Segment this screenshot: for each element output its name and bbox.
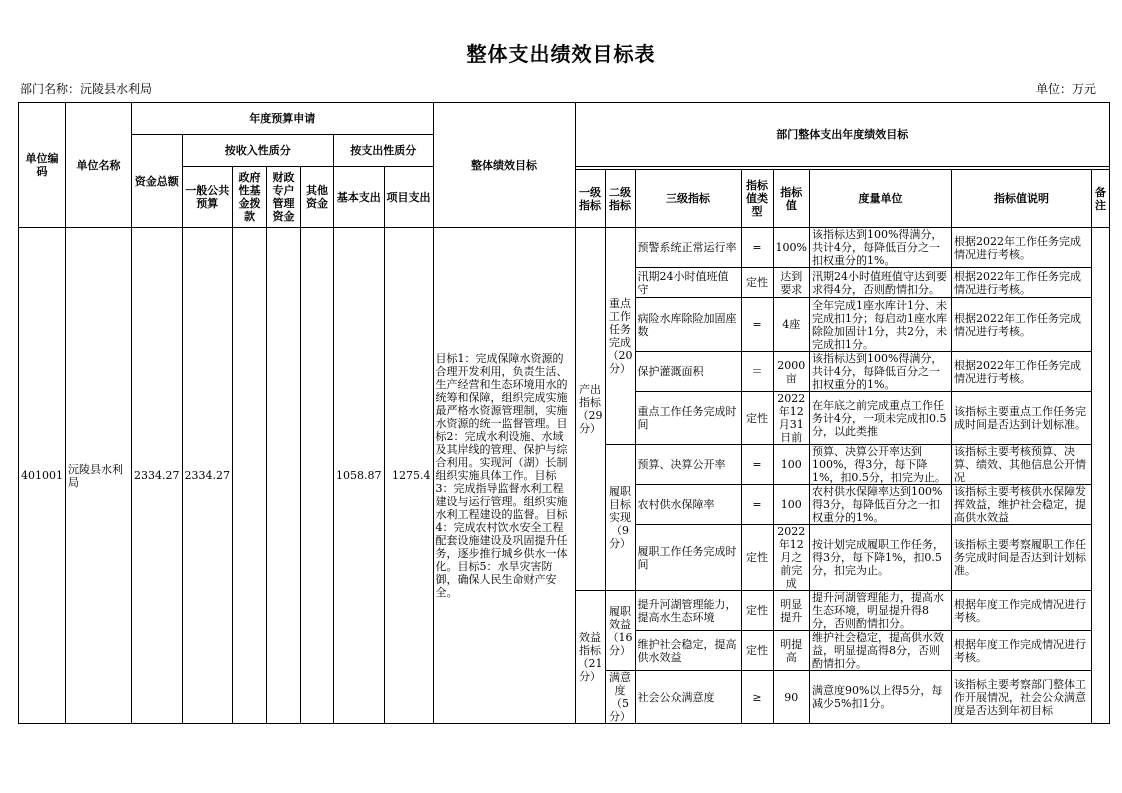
table-row-value: 90 (773, 671, 809, 724)
record-special-fund (267, 228, 301, 724)
header-total-funds: 资金总额 (132, 135, 183, 228)
level2-satisfaction: 满意度（5分） (605, 671, 635, 724)
table-row-l3: 农村供水保障率 (635, 485, 741, 525)
table-row-value: 2022年12月31日前 (773, 392, 809, 445)
table-row-type: 定性 (741, 631, 773, 671)
table-row-measure: 预算、决算公开率达到100%，得3分，每下降1%，扣0.5分，扣完为止。 (809, 445, 951, 485)
table-row-value: 2000亩 (773, 352, 809, 392)
table-row-l3: 重点工作任务完成时间 (635, 392, 741, 445)
performance-table (18, 102, 1110, 724)
table-row-value: 100 (773, 485, 809, 525)
table-row-value: 4座 (773, 298, 809, 352)
table-row-explain: 根据2022年工作任务完成情况进行考核。 (951, 228, 1091, 268)
table-row-type: = (741, 228, 773, 268)
table-row-explain: 根据年度工作完成情况进行考核。 (951, 591, 1091, 631)
header-remark: 备注 (1091, 170, 1109, 228)
table-row-l3: 提升河湖管理能力，提高水生态环境 (635, 591, 741, 631)
header-measure: 度量单位 (809, 170, 951, 228)
table-row-l3: 保护灌溉面积 (635, 352, 741, 392)
table-row-type: ≥ (741, 671, 773, 724)
overall-goal-text: 目标1：完成保障水资源的合理开发利用，负责生活、生产经营和生态环境用水的统筹和保障，组织完成实施最严格水资源管理制，实施水资源的统一监督管理。目标2：完成水利设施、水域及其岸线的管理、保护与综合利用。实现河（湖）长制组织实施具体工作。目标3：完成指导监督水利工程建设与运行管理。组织实施水利工程建设的监督。目标4：完成农村饮水安全工程配套设施建设及巩固提升任务，逐步推行城乡供水一体化。目标5：水旱灾害防御，确保人民生命财产安全。 (433, 228, 575, 724)
table-row-measure: 维护社会稳定，提高供水效益，明显提高得8分，否则酌情扣分。 (809, 631, 951, 671)
header-explain: 指标值说明 (951, 170, 1091, 228)
table-row-explain: 该指标主要考察部门整体工作开展情况，社会公众满意度是否达到年初目标 (951, 671, 1091, 724)
department-name: 部门名称：沅陵县水利局 (20, 82, 153, 96)
page-title: 整体支出绩效目标表 (466, 42, 656, 66)
currency-unit: 单位：万元 (1035, 82, 1096, 96)
table-row-type: ＝ (741, 352, 773, 392)
table-row-explain: 根据2022年工作任务完成情况进行考核。 (951, 298, 1091, 352)
table-row-l3: 履职工作任务完成时间 (635, 525, 741, 591)
table-row-explain: 根据年度工作完成情况进行考核。 (951, 631, 1091, 671)
table-row-explain: 该指标主要重点工作任务完成时间是否达到计划标准。 (951, 392, 1091, 445)
level1-benefit: 效益指标（21分） (575, 591, 605, 724)
table-row-measure: 全年完成1座水库计1分、未完成扣1分；每启动1座水库除险加固计1分，共2分，未完成扣1分。 (809, 298, 951, 352)
table-row-value: 2022年12月之前完成 (773, 525, 809, 591)
record-name: 沅陵县水利局 (66, 228, 132, 724)
record-other-fund (301, 228, 334, 724)
header-level1: 一级指标 (575, 170, 605, 228)
record-gov-fund (233, 228, 267, 724)
header-unit-name: 单位名称 (66, 103, 132, 228)
level2-duty-goals: 履职目标实现（9分） (605, 445, 635, 591)
header-by-income: 按收入性质分 (182, 135, 334, 167)
table-row-measure: 该指标达到100%得满分，共计4分，每降低百分之一扣权重分的1%。 (809, 228, 951, 268)
table-row-explain: 该指标主要考核供水保障发挥效益，维护社会稳定，提高供水效益 (951, 485, 1091, 525)
header-overall-goal: 整体绩效目标 (433, 103, 575, 228)
table-row-type: 定性 (741, 392, 773, 445)
table-row-type: 定性 (741, 268, 773, 298)
table-row-value: 明提高 (773, 631, 809, 671)
header-by-expense: 按支出性质分 (334, 135, 434, 167)
table-row-measure: 提升河湖管理能力，提高水生态环境，明显提升得8分，否则酌情扣分。 (809, 591, 951, 631)
table-row-type: = (741, 485, 773, 525)
table-row-measure: 在年底之前完成重点工作任务计4分，一项未完成扣0.5分，以此类推 (809, 392, 951, 445)
record-total: 2334.27 (132, 228, 183, 724)
header-level3: 三级指标 (635, 170, 741, 228)
header-general-budget: 一般公共预算 (182, 167, 233, 228)
table-row-explain: 根据2022年工作任务完成情况进行考核。 (951, 268, 1091, 298)
record-basic: 1058.87 (334, 228, 385, 724)
table-row-measure: 农村供水保障率达到100%得3分，每降低百分之一扣权重分的1%。 (809, 485, 951, 525)
table-row-value: 明显提升 (773, 591, 809, 631)
header-value-type: 指标值类型 (741, 170, 773, 228)
table-row-explain: 该指标主要考察履职工作任务完成时间是否达到计划标准。 (951, 525, 1091, 591)
table-row-l3: 社会公众满意度 (635, 671, 741, 724)
header-gov-fund: 政府性基金拨款 (233, 167, 267, 228)
header-other-fund: 其他资金 (301, 167, 334, 228)
record-general: 2334.27 (182, 228, 233, 724)
table-row-measure: 该指标达到100%得满分，共计4分，每降低百分之一扣权重分的1%。 (809, 352, 951, 392)
table-row-l3: 预警系统正常运行率 (635, 228, 741, 268)
record-code: 401001 (19, 228, 66, 724)
table-row-l3: 预算、决算公开率 (635, 445, 741, 485)
table-row-value: 100 (773, 445, 809, 485)
table-row-l3: 病险水库除险加固座数 (635, 298, 741, 352)
record-project: 1275.4 (384, 228, 433, 724)
header-special-fund: 财政专户管理资金 (267, 167, 301, 228)
table-row-type: = (741, 298, 773, 352)
table-row-l3: 汛期24小时值班值守 (635, 268, 741, 298)
table-row-l3: 维护社会稳定，提高供水效益 (635, 631, 741, 671)
table-row-explain: 根据2022年工作任务完成情况进行考核。 (951, 352, 1091, 392)
table-row-measure: 满意度90%以上得5分，每减少5%扣1分。 (809, 671, 951, 724)
header-value: 指标值 (773, 170, 809, 228)
header-unit-code: 单位编码 (19, 103, 66, 228)
table-row-value: 达到要求 (773, 268, 809, 298)
header-dept-goal: 部门整体支出年度绩效目标 (575, 103, 1109, 167)
level2-key-tasks: 重点工作任务完成（20分） (605, 228, 635, 445)
table-row-type: 定性 (741, 591, 773, 631)
remark-cell (1091, 228, 1109, 724)
level2-duty-benefit: 履职效益（16分） (605, 591, 635, 671)
table-row-measure: 汛期24小时值班值守达到要求得4分，否则酌情扣分。 (809, 268, 951, 298)
header-basic-exp: 基本支出 (334, 167, 385, 228)
table-row-type: 定性 (741, 525, 773, 591)
header-project-exp: 项目支出 (384, 167, 433, 228)
table-row-type: = (741, 445, 773, 485)
table-row-explain: 该指标主要考核预算、决算、绩效、其他信息公开情况 (951, 445, 1091, 485)
table-row-value: 100% (773, 228, 809, 268)
header-annual-budget: 年度预算申请 (132, 103, 434, 135)
level1-output: 产出指标（29分） (575, 228, 605, 591)
table-row-measure: 按计划完成履职工作任务，得3分，每下降1%，扣0.5分，扣完为止。 (809, 525, 951, 591)
header-level2: 二级指标 (605, 170, 635, 228)
